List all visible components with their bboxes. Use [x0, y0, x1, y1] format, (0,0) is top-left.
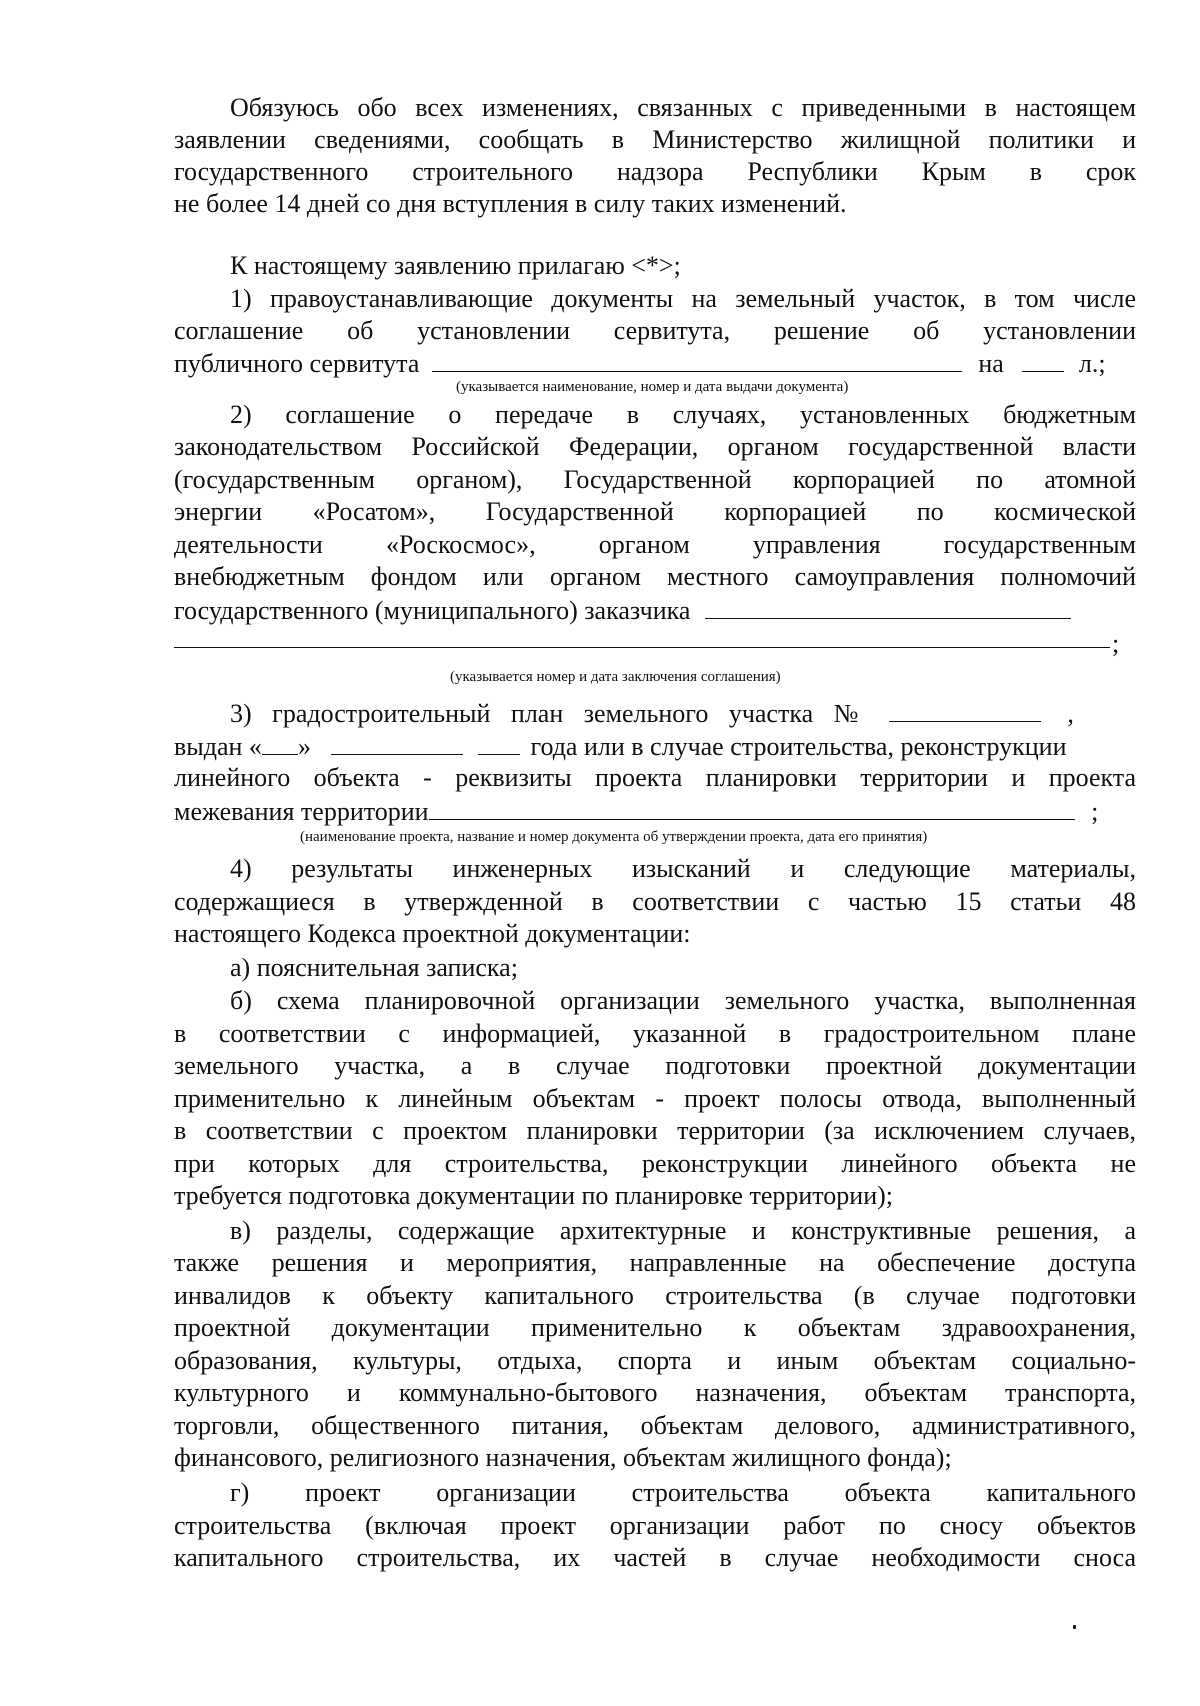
- sheets-count-blank: [1022, 347, 1064, 372]
- item-3-label: 3) градостроительный план земельного участка №: [230, 699, 859, 728]
- customer-powers-blank: [705, 594, 1071, 619]
- project-details-blank: [429, 795, 1075, 820]
- subitem-g-line: строительства (включая проект организации работ по сносу объектов: [174, 1511, 1136, 1540]
- paragraph-line: Обязуюсь обо всех изменениях, связанных с приведенными в настоящем: [230, 93, 1136, 122]
- item-1-line: соглашение об установлении сервитута, решение об установлении: [174, 316, 1136, 345]
- item-2-end-mark: ;: [1112, 629, 1120, 658]
- issued-quote-close: »: [297, 732, 311, 761]
- attachments-intro: К настоящему заявлению прилагаю <*>;: [230, 251, 681, 280]
- item-3-comma: ,: [1067, 699, 1074, 728]
- item-2-line: законодательством Российской Федерации, органом государственной власти: [174, 432, 1136, 461]
- subitem-v-line: также решения и мероприятия, направленные на обеспечение доступа: [174, 1248, 1136, 1277]
- item-3-label-2: межевания территории: [174, 797, 429, 826]
- item-2-line: 2) соглашение о передаче в случаях, установленных бюджетным: [230, 400, 1136, 429]
- subitem-b-line: требуется подготовка документации по планировке территории);: [174, 1181, 894, 1210]
- paragraph-line: государственного строительного надзора Республики Крым в срок: [174, 157, 1136, 186]
- paragraph-line: не более 14 дней со дня вступления в силу таких изменений.: [174, 189, 847, 218]
- scan-speck: [1073, 1625, 1076, 1629]
- subitem-b-line: при которых для строительства, реконструкции линейного объекта не: [174, 1149, 1136, 1178]
- item-4-line: настоящего Кодекса проектной документации:: [174, 919, 691, 948]
- subitem-b-line: земельного участка, а в случае подготовки проектной документации: [174, 1051, 1136, 1080]
- item-3-text: года или в случае строительства, реконструкции: [530, 732, 1067, 761]
- issue-day-blank: [262, 730, 298, 755]
- item-3-line: [230, 697, 1136, 730]
- item-3-line: [174, 795, 1136, 828]
- paragraph-line: заявлении сведениями, сообщать в Министерство жилищной политики и: [174, 125, 1136, 154]
- agreement-blank-line: [174, 647, 1110, 648]
- issue-month-blank: [331, 730, 463, 755]
- subitem-v-line: торговли, общественного питания, объектам делового, административного,: [174, 1411, 1136, 1440]
- subitem-g-line: г) проект организации строительства объекта капитального: [230, 1478, 1136, 1507]
- item-4-line: содержащиеся в утвержденной в соответствии с частью 15 статьи 48: [174, 887, 1136, 916]
- issued-label: выдан «: [174, 732, 262, 761]
- issue-year-blank: [478, 730, 520, 755]
- item-2-caption: (указывается номер и дата заключения соглашения): [450, 669, 781, 685]
- item-1-label: публичного сервитута: [174, 349, 420, 378]
- item-2-label: государственного (муниципального) заказчика: [174, 596, 691, 625]
- item-1-sheets-label: л.;: [1078, 349, 1106, 378]
- subitem-b-line: в соответствии с информацией, указанной в градостроительном плане: [174, 1019, 1136, 1048]
- item-2-line: деятельности «Роскосмос», органом управления государственным: [174, 530, 1136, 559]
- subitem-a: а) пояснительная записка;: [230, 953, 518, 982]
- item-1-on-label: на: [978, 349, 1004, 378]
- item-3-line: линейного объекта - реквизиты проекта планировки территории и проекта: [174, 763, 1136, 792]
- item-1-line: [174, 347, 1136, 380]
- plan-number-blank: [889, 697, 1041, 722]
- item-4-line: 4) результаты инженерных изысканий и следующие материалы,: [230, 854, 1136, 883]
- subitem-b-line: в соответствии с проектом планировки территории (за исключением случаев,: [174, 1116, 1136, 1145]
- subitem-b-line: применительно к линейным объектам - проект полосы отвода, выполненный: [174, 1084, 1136, 1113]
- item-1-caption: (указывается наименование, номер и дата выдачи документа): [456, 379, 849, 395]
- item-2-line: энергии «Росатом», Государственной корпорацией по космической: [174, 497, 1136, 526]
- item-3-line: [174, 730, 1136, 763]
- subitem-v-line: инвалидов к объекту капитального строительства (в случае подготовки: [174, 1281, 1136, 1310]
- subitem-b-line: б) схема планировочной организации земельного участка, выполненная: [230, 986, 1136, 1015]
- item-2-line: [174, 594, 1136, 627]
- item-2-line: (государственным органом), Государственной корпорацией по атомной: [174, 465, 1136, 494]
- subitem-v-line: образования, культуры, отдыха, спорта и иным объектам социально-: [174, 1346, 1136, 1375]
- subitem-v-line: проектной документации применительно к объектам здравоохранения,: [174, 1313, 1136, 1342]
- subitem-g-line: капитального строительства, их частей в случае необходимости сноса: [174, 1543, 1136, 1572]
- subitem-v-line: в) разделы, содержащие архитектурные и конструктивные решения, а: [230, 1216, 1136, 1245]
- item-3-semicolon: ;: [1091, 797, 1099, 826]
- document-name-blank: [432, 347, 962, 372]
- item-2-line: внебюджетным фондом или органом местного самоуправления полномочий: [174, 562, 1136, 591]
- item-3-caption: (наименование проекта, название и номер документа об утверждении проекта, дата его принятия): [300, 829, 928, 845]
- item-1-line: 1) правоустанавливающие документы на земельный участок, в том числе: [230, 284, 1136, 313]
- subitem-v-line: культурного и коммунально-бытового назначения, объектам транспорта,: [174, 1378, 1136, 1407]
- subitem-v-line: финансового, религиозного назначения, объектам жилищного фонда);: [174, 1443, 952, 1472]
